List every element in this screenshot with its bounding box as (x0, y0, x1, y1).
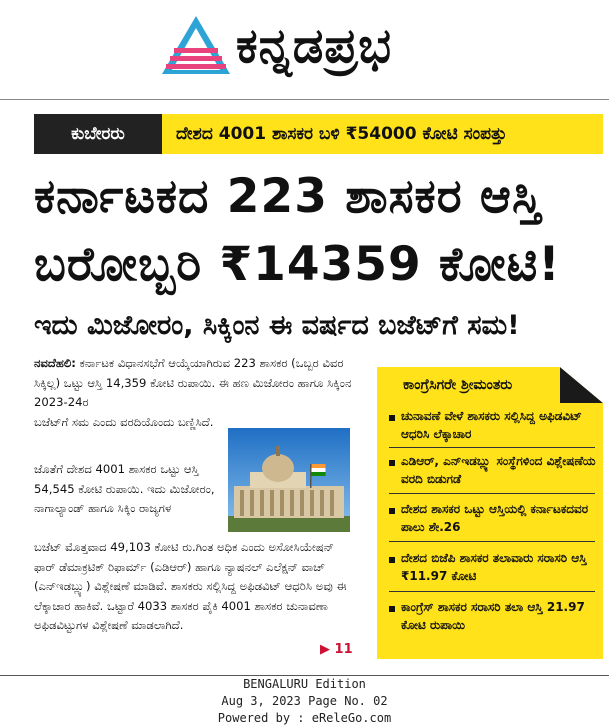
article-paragraph-2-cont: ಬಜೆಟ್ ಮೊತ್ತವಾದ 49,103 ಕೋಟಿ ರು.ಗಿಂತ ಅಧಿಕ ಎಂದು ಅಸೋಸಿಯೇಷನ್ ಫಾರ್ ಡೆಮಾಕ್ರಟಿಕ್ ರಿಫಾರ್ಮ್ (ಎಡಿಆರ್) ಹಾಗೂ ನ್ಯಾಷನಲ್ ಎಲೆಕ್ಷನ್ ವಾಚ್ (ಎನ್‌ಇಡಬ್ಲ್ಯು) ವಿಶ್ಲೇಷಣೆ ಮಾಡಿವೆ. ಶಾಸಕರು ಸಲ್ಲಿಸಿದ್ದ ಅಫಿಡವಿಟ್ ಆಧರಿಸಿ ಅವು ಈ ಲೆಕ್ಕಾಚಾರ ಹಾಕಿವೆ. ಒಟ್ಟಾರೆ 4033 ಶಾಸಕರ ಪೈಕಿ 4001 ಶಾಸಕರ ಚುನಾವಣಾ ಅಫಿಡವಿಟ್ಟುಗಳ ವಿಶ್ಲೇಷಣೆ ಮಾಡಲಾಗಿದೆ. (34, 540, 347, 633)
sidebar-title: ಕಾಂಗ್ರೆಸಿಗರೇ ಶ್ರೀಮಂತರು (403, 377, 513, 393)
kannada-prabha-logo-icon (160, 14, 232, 76)
continued-page-ref: ▶ 11 (320, 642, 353, 657)
article-paragraph-2: ಜೊತೆಗೆ ದೇಶದ 4001 ಶಾಸಕರ ಒಟ್ಟು ಆಸ್ತಿ 54,545 ಕೋಟಿ ರುಪಾಯಿ. ಇದು ಮಿಜೋರಂ, ನಾಗಾಲ್ಯಾಂಡ್ ಹಾಗೂ ಸಿಕ್ಕಿಂ ರಾಜ್ಯಗಳ (34, 462, 215, 516)
bullet-icon (389, 557, 395, 563)
sub-headline (34, 310, 520, 342)
masthead-brand: ಕನ್ನಡಪ್ರಭ (236, 18, 393, 74)
sidebar-item: ಕಾಂಗ್ರೆಸ್ ಶಾಸಕರ ಸರಾಸರಿ ತಲಾ ಆಸ್ತಿ 21.97 ಕೋಟಿ ರುಪಾಯಿ (401, 600, 585, 632)
section-tag: ಕುಬೇರರು (34, 114, 162, 154)
headline-line-2: ಬರೋಬ್ಬರಿ ₹14359 ಕೋಟಿ! (34, 237, 561, 292)
masthead-divider (0, 99, 609, 100)
footer-date-page: Aug 3, 2023 Page No. 02 (221, 694, 388, 708)
sidebar-corner-fold (560, 367, 603, 403)
footer-edition: BENGALURU Edition (243, 677, 366, 691)
headline-line-1: ಕರ್ನಾಟಕದ 223 ಶಾಸಕರ ಆಸ್ತಿ (34, 169, 542, 224)
bullet-icon (389, 460, 395, 466)
bullet-icon (389, 415, 395, 421)
sidebar-divider (389, 541, 595, 542)
sidebar-item: ದೇಶದ ಶಾಸಕರ ಒಟ್ಟು ಆಸ್ತಿಯಲ್ಲಿ ಕರ್ನಾಟಕದವರ ಪಾಲು ಶೇ.26 (401, 502, 589, 534)
footer-divider (0, 675, 609, 676)
sidebar-item: ಎಡಿಆರ್, ಎನ್‌ಇಡಬ್ಲ್ಯು ಸಂಸ್ಥೆಗಳಿಂದ ವಿಶ್ಲೇಷಣೆಯ ವರದಿ ಬಿಡುಗಡೆ (401, 454, 596, 486)
sidebar-item: ಚುನಾವಣೆ ವೇಳೆ ಶಾಸಕರು ಸಲ್ಲಿಸಿದ್ದ ಅಫಿಡವಿಟ್ ಆಧರಿಸಿ ಲೆಕ್ಕಾಚಾರ (401, 409, 582, 441)
article-paragraph-1-cont: ಬಜೆಟ್‌ಗೆ ಸಮ ಎಂದು ವರದಿಯೊಂದು ಬಣ್ಣಿಸಿದೆ. (34, 415, 214, 429)
page-ref-number: 11 (334, 642, 353, 657)
footer-powered-by[interactable]: Powered by : eReleGo.com (217, 711, 392, 725)
sidebar-item: ದೇಶದ ಬಿಜೆಪಿ ಶಾಸಕರ ತಲಾವಾರು ಸರಾಸರಿ ಆಸ್ತಿ ₹11.97 ಕೋಟಿ (401, 551, 587, 583)
article-paragraph-1-text: ಕರ್ನಾಟಕ ವಿಧಾನಸಭೆಗೆ ಆಯ್ಕೆಯಾಗಿರುವ 223 ಶಾಸಕರ (ಒಬ್ಬರ ವಿವರ ಸಿಕ್ಕಿಲ್ಲ) ಒಟ್ಟು ಆಸ್ತಿ 14,359 ಕೋಟಿ ರುಪಾಯಿ. ಈ ಹಣ ಮಿಜೋರಂ ಹಾಗೂ ಸಿಕ್ಕಿಂನ 2023-24ರ (34, 356, 352, 410)
sidebar-divider (389, 447, 595, 448)
dateline: ನವದೆಹಲಿ: (34, 356, 76, 370)
vidhana-soudha-photo (228, 428, 350, 532)
article-paragraph-1 (34, 354, 354, 413)
section-strap: ದೇಶದ 4001 ಶಾಸಕರ ಬಳಿ ₹54000 ಕೋಟಿ ಸಂಪತ್ತು (176, 124, 507, 144)
bullet-icon (389, 508, 395, 514)
sidebar-divider (389, 493, 595, 494)
sidebar-divider (389, 591, 595, 592)
sub-headline-text: ಇದು ಮಿಜೋರಂ, ಸಿಕ್ಕಿಂನ ಈ ವರ್ಷದ ಬಜೆಟ್‌ಗೆ ಸಮ! (34, 310, 520, 341)
bullet-icon (389, 606, 395, 612)
